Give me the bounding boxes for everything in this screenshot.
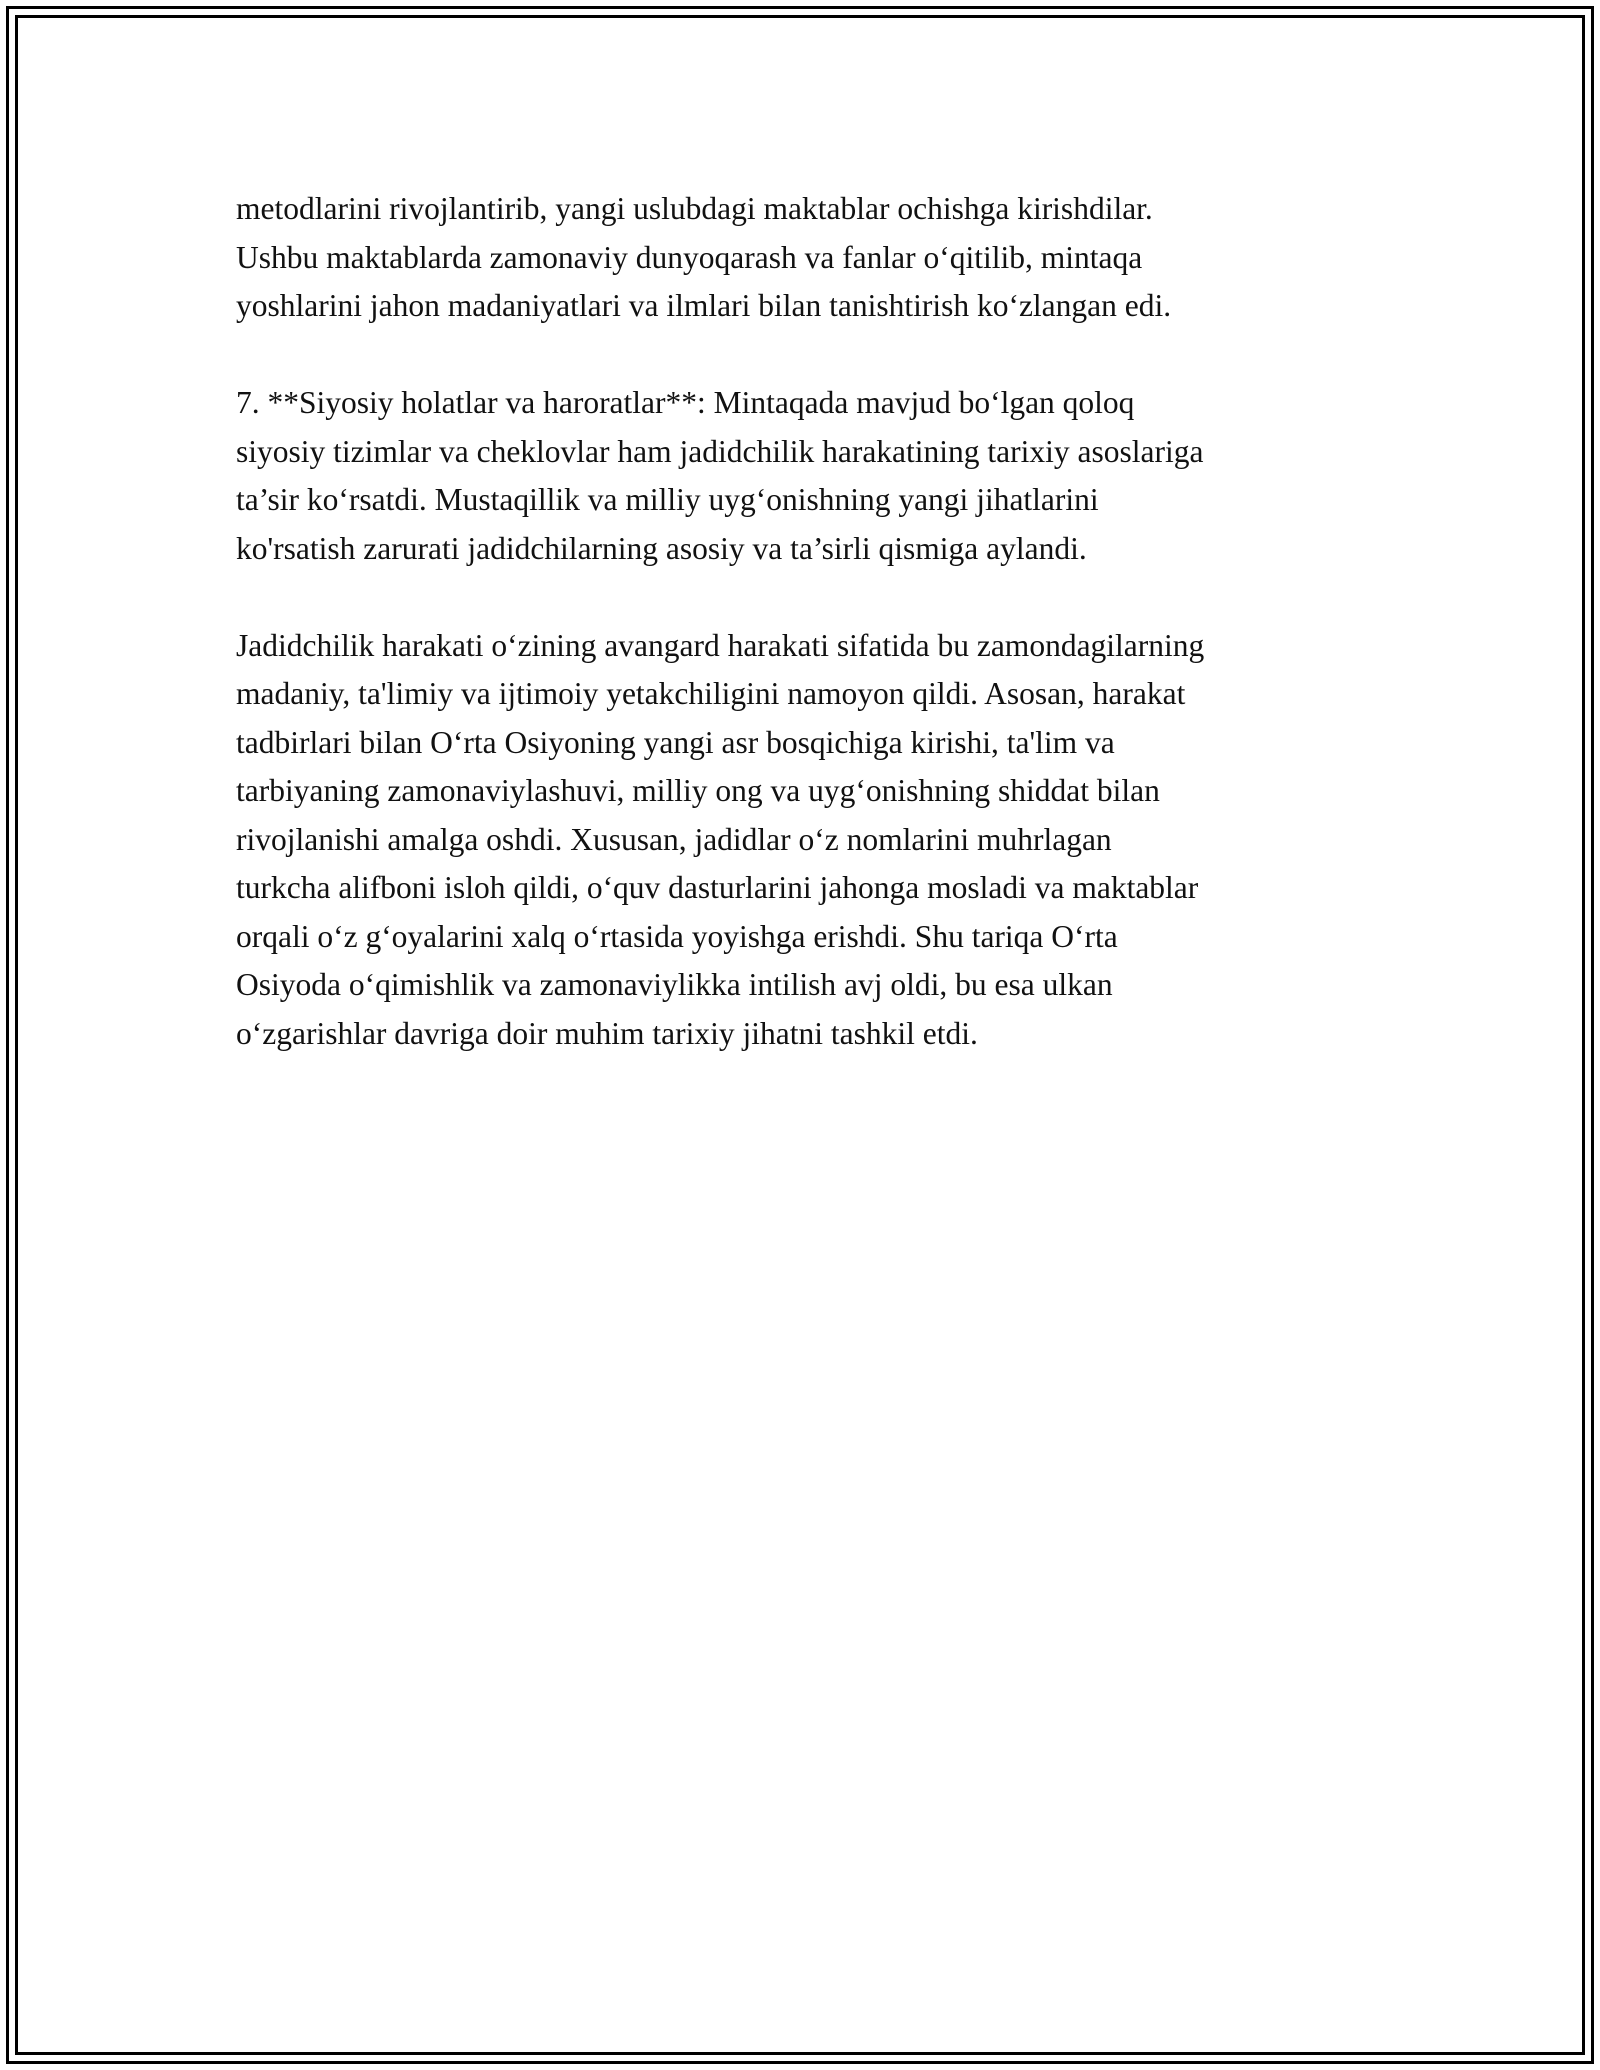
paragraph-jadid-movement-summary: Jadidchilik harakati o‘zining avangard harakati sifatida bu zamondagilarning madaniy, ta'limiy va ijtimoiy yetakchiligini namoyon qildi. Asosan, harakat tadbirlari bilan O‘rta Osiyoning yangi asr bosqichiga kirishi, ta'lim va tarbiyaning zamonaviylashuvi, milliy ong va uyg‘onishning shiddat bilan rivojlanishi amalga oshdi. Xususan, jadidlar o‘z nomlarini muhrlagan turkcha alifboni isloh qildi, o‘quv dasturlarini jahonga mosladi va maktablar orqali o‘z g‘oyalarini xalq o‘rtasida yoyishga erishdi. Shu tariqa O‘rta Osiyoda o‘qimishlik va zamonaviylikka intilish avj oldi, bu esa ulkan o‘zgarishlar davriga doir muhim tarixiy jihatni tashkil etdi. [236, 627, 1205, 1051]
paragraph-political-conditions: 7. **Siyosiy holatlar va haroratlar**: Mintaqada mavjud bo‘lgan qoloq siyosiy tizimlar va cheklovlar ham jadidchilik harakatining tarixiy asoslariga ta’sir ko‘rsatdi. Mustaqillik va milliy uyg‘onishning yangi jihatlarini ko'rsatish zarurati jadidchilarning asosiy va ta’sirli qismiga aylandi. [236, 385, 1204, 566]
paragraph-school-methods: metodlarini rivojlantirib, yangi uslubdagi maktablar ochishga kirishdilar. Ushbu maktablarda zamonaviy dunyoqarash va fanlar o‘qitilib, mintaqa yoshlarini jahon madaniyatlari va ilmlari bilan tanishtirish ko‘zlangan edi. [236, 191, 1172, 323]
document-body [236, 185, 1376, 1058]
